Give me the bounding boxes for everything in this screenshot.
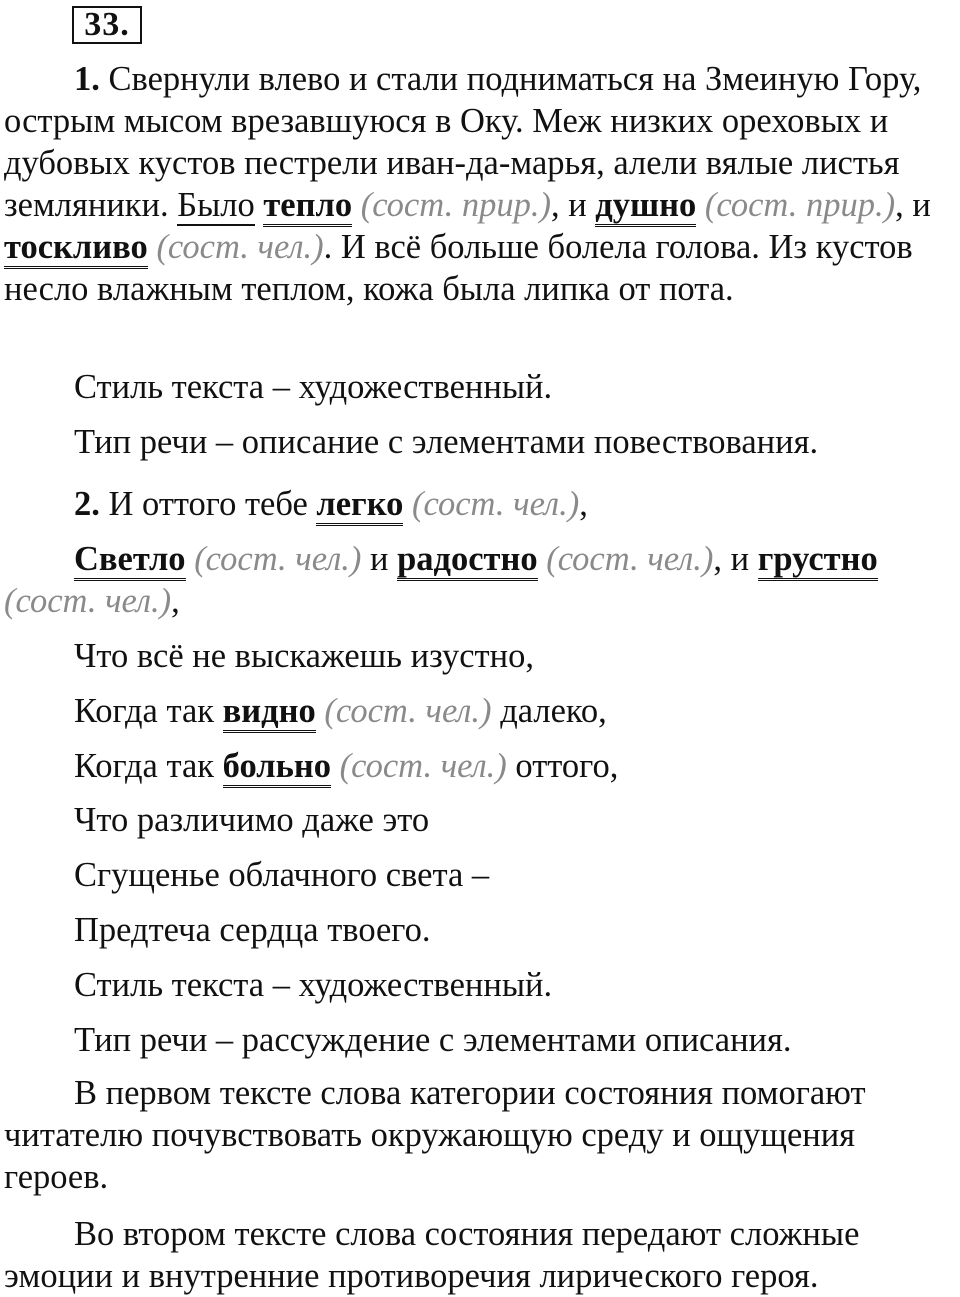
poem-line-6: Что различимо даже это (74, 801, 430, 839)
poem-line-2-end: , (171, 582, 180, 620)
note-7: (сост. чел.) (4, 582, 172, 620)
exercise-number: 33. (72, 6, 142, 44)
note-5: (сост. чел.) (194, 540, 362, 578)
predicate-legko: легко (316, 485, 403, 526)
poem-line-1 (74, 483, 588, 525)
connector-3: и (361, 540, 398, 578)
poem-line-8: Предтеча сердца твоего. (74, 911, 431, 949)
predicate-radostno: радостно (397, 540, 538, 581)
type-1: Тип речи – описание с элементами повествования. (74, 423, 819, 461)
note-9: (сост. чел.) (339, 747, 507, 785)
poem-line-2 (4, 538, 960, 622)
poem-line-3: Что всё не выскажешь изустно, (74, 637, 534, 675)
note-4: (сост. чел.) (412, 485, 580, 523)
poem-line-1-start: И оттого тебе (99, 485, 317, 523)
type-2: Тип речи – рассуждение с элементами описания. (74, 1021, 792, 1059)
note-2: (сост. прир.) (704, 186, 896, 224)
note-1: (сост. прир.) (360, 186, 551, 224)
note-3: (сост. чел.) (156, 228, 324, 266)
predicate-bolno: больно (223, 747, 331, 788)
conclusion-1: В первом тексте слова категории состояния помогают читателю почувствовать окружающую среду и ощущения героев. (4, 1074, 866, 1196)
predicate-vidno: видно (223, 692, 316, 733)
predicate-toskливо: тоскливо (4, 228, 148, 269)
connector-4: , и (713, 540, 758, 578)
style-2: Стиль текста – художественный. (74, 966, 553, 1004)
text-1-number: 1. (74, 60, 100, 98)
subject-bylo: Было (177, 186, 255, 224)
poem-line-4-end: далеко, (491, 692, 607, 730)
poem-line-5-start: Когда так (74, 747, 223, 785)
style-1: Стиль текста – художественный. (74, 368, 553, 406)
connector-1: , и (550, 186, 596, 224)
connector-2: , и (895, 186, 931, 224)
predicate-teplo: тепло (263, 186, 352, 227)
poem-line-4 (74, 690, 607, 732)
predicate-dushno: душно (595, 186, 696, 227)
note-6: (сост. чел.) (546, 540, 714, 578)
conclusion-2: Во втором тексте слова состояния передают сложные эмоции и внутренние противоречия лирического героя. (4, 1215, 860, 1295)
predicate-grustno: грустно (758, 540, 878, 581)
poem-line-1-end: , (579, 485, 588, 523)
text-2-number: 2. (74, 485, 100, 523)
poem-line-5 (74, 745, 618, 787)
predicate-svetlo: Светло (74, 540, 186, 581)
text-1-body: Свернули влево и стали подниматься на Змеиную Гору, острым мысом врезавшуюся в Оку. Меж низких ореховых и дубовых кустов пестрели иван-да-марья, алели вялые листья земляники. (4, 60, 922, 224)
text-1-end: . И всё больше болела голова. Из кустов несло влажным теплом, кожа была липка от пота. (4, 228, 913, 308)
poem-line-7: Сгущенье облачного света – (74, 856, 490, 894)
poem-line-5-end: оттого, (506, 747, 619, 785)
text-1-paragraph (4, 58, 960, 310)
note-8: (сост. чел.) (324, 692, 492, 730)
poem-line-4-start: Когда так (74, 692, 223, 730)
